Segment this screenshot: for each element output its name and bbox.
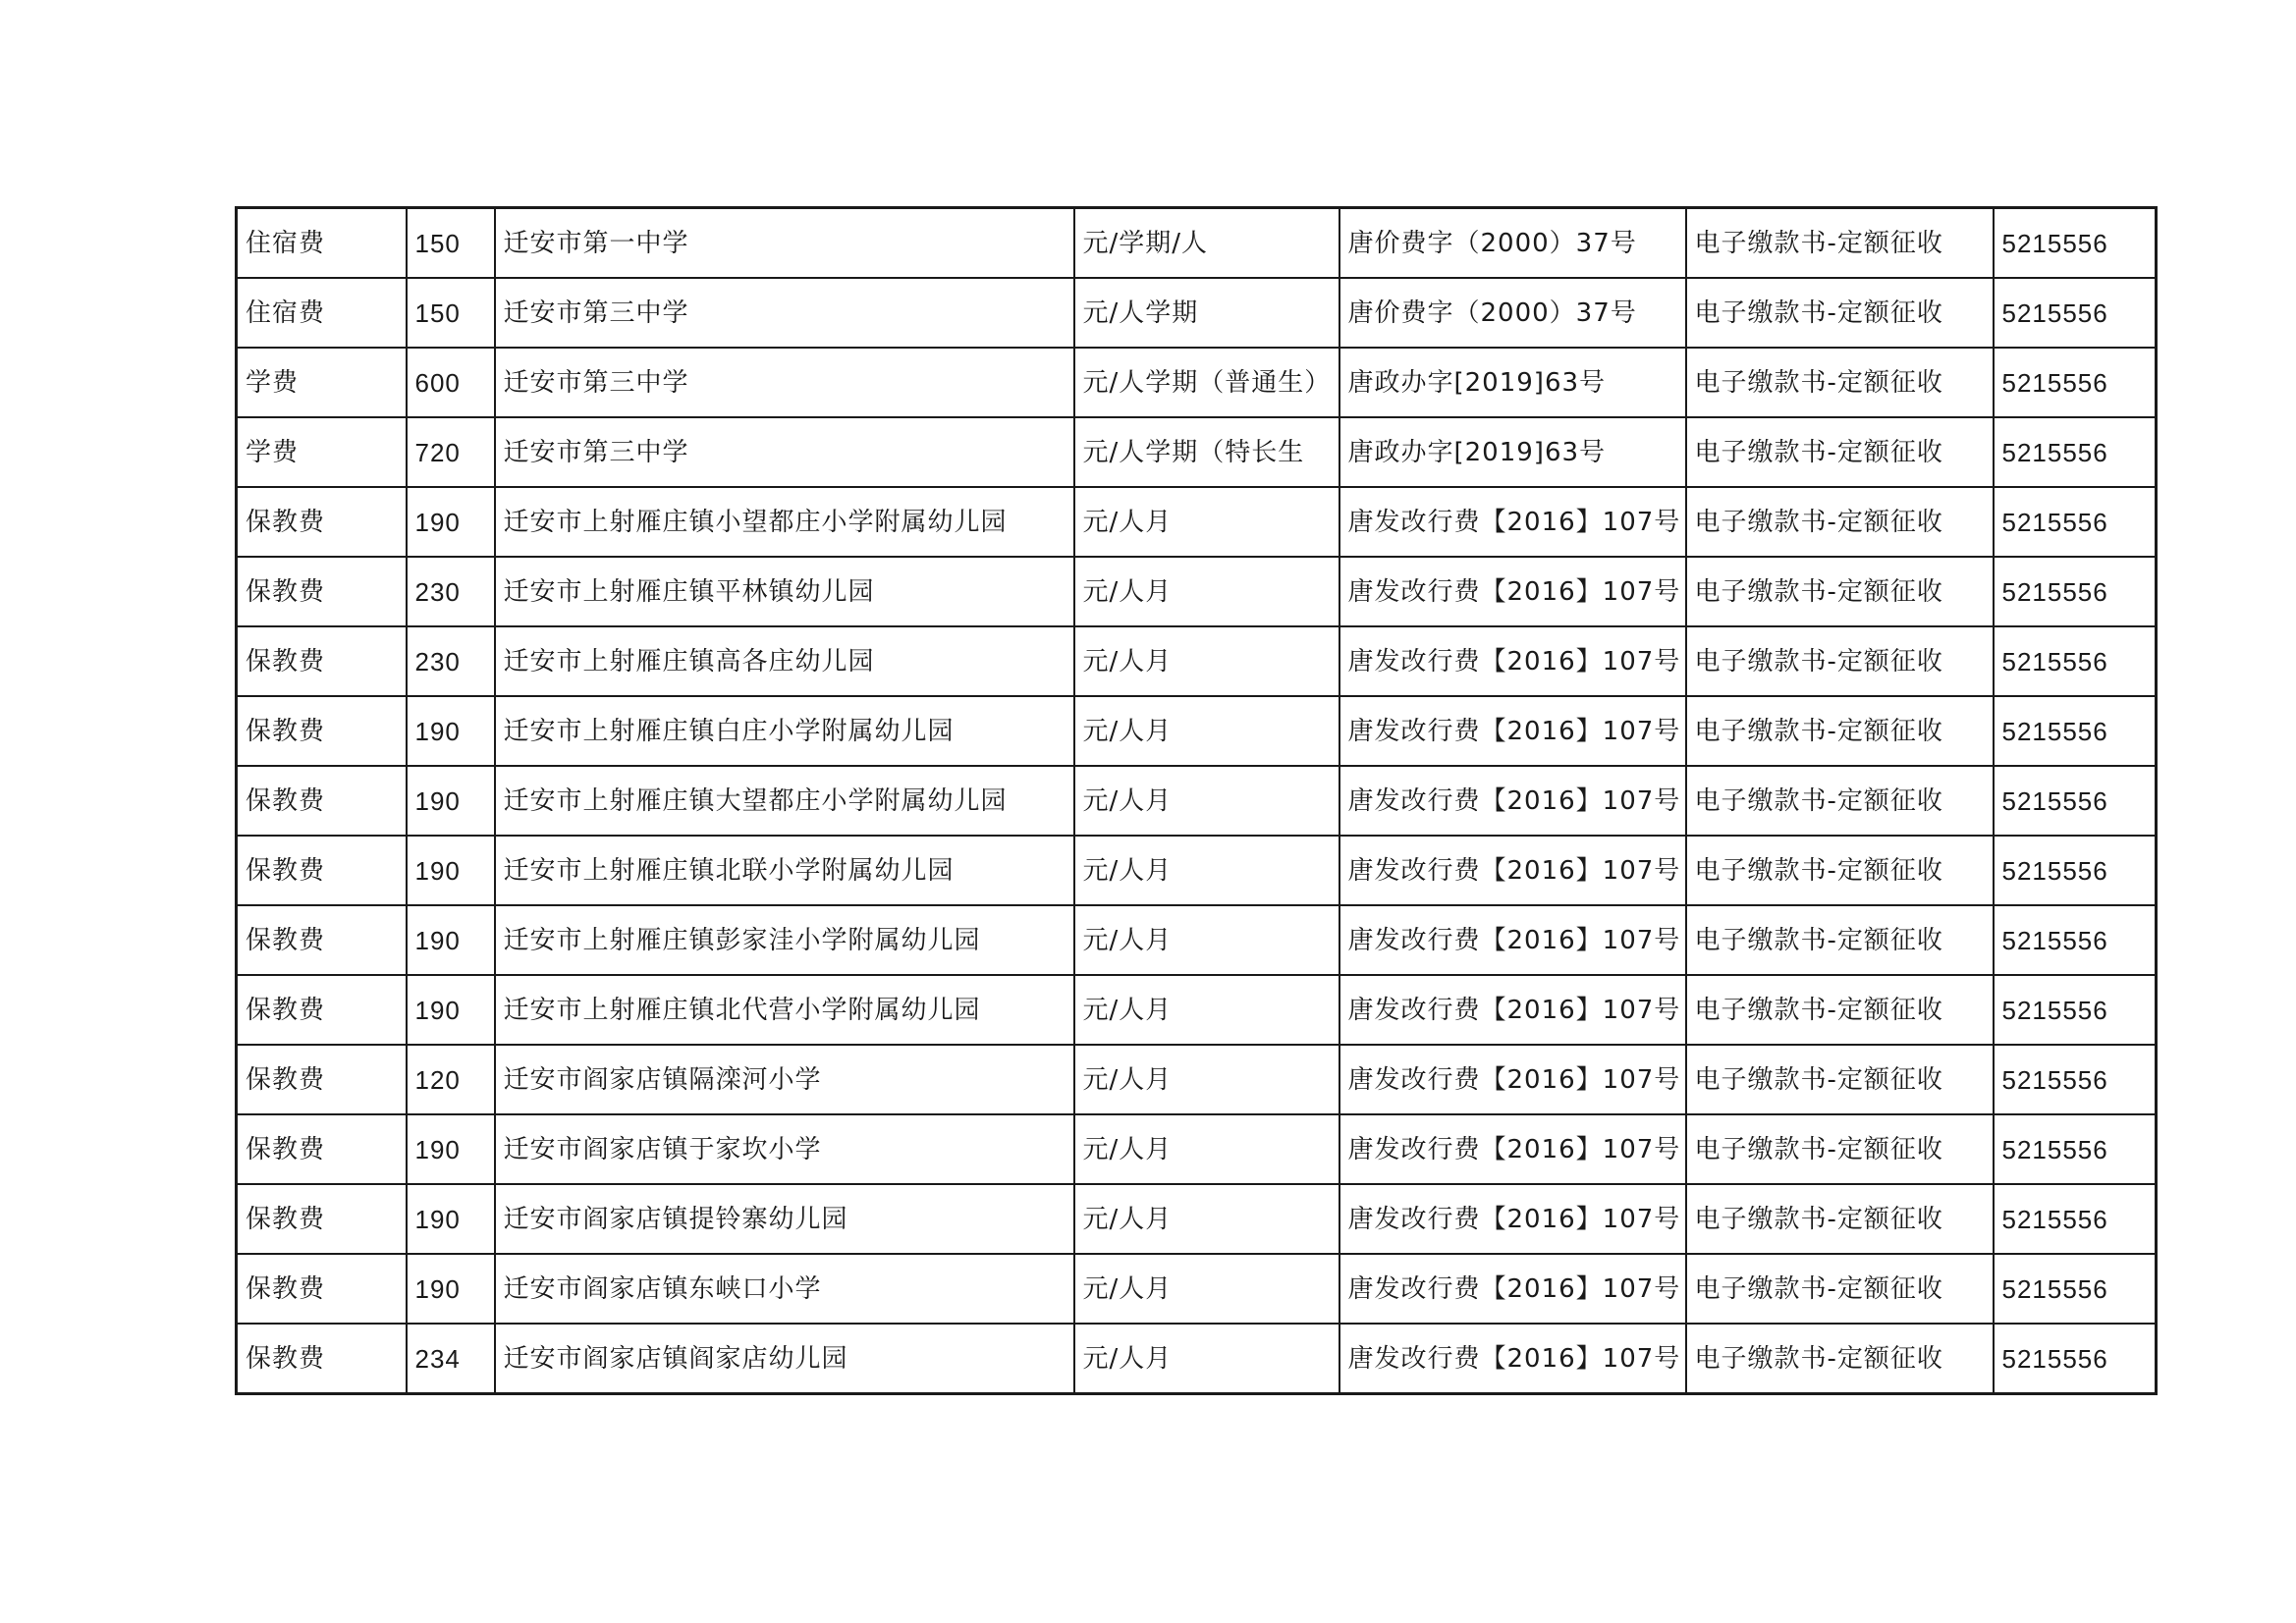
unit-cell: 元/人月	[1074, 557, 1339, 626]
collection-method-cell: 电子缴款书-定额征收	[1686, 1045, 1994, 1114]
table-row	[237, 905, 2157, 975]
fee-item-cell: 保教费	[237, 626, 407, 696]
fee-item-cell: 保教费	[237, 487, 407, 557]
institution-cell: 迁安市阎家店镇东峡口小学	[495, 1254, 1074, 1324]
table-row	[237, 1324, 2157, 1394]
institution-cell: 迁安市第三中学	[495, 278, 1074, 348]
code-cell: 5215556	[1994, 905, 2157, 975]
table-row	[237, 1184, 2157, 1254]
basis-cell: 唐价费字（2000）37号	[1339, 208, 1686, 279]
unit-cell: 元/人月	[1074, 1254, 1339, 1324]
table-body	[237, 208, 2157, 1394]
code-cell: 5215556	[1994, 1184, 2157, 1254]
unit-cell: 元/人月	[1074, 1184, 1339, 1254]
amount-cell: 190	[407, 975, 495, 1045]
unit-cell: 元/人月	[1074, 766, 1339, 836]
basis-cell: 唐发改行费【2016】107号	[1339, 1114, 1686, 1184]
institution-cell: 迁安市阎家店镇于家坎小学	[495, 1114, 1074, 1184]
institution-cell: 迁安市阎家店镇阎家店幼儿园	[495, 1324, 1074, 1394]
collection-method-cell: 电子缴款书-定额征收	[1686, 905, 1994, 975]
fee-item-cell: 保教费	[237, 1184, 407, 1254]
table-row	[237, 557, 2157, 626]
fee-item-cell: 保教费	[237, 905, 407, 975]
code-cell: 5215556	[1994, 1254, 2157, 1324]
fee-item-cell: 保教费	[237, 975, 407, 1045]
unit-cell: 元/人月	[1074, 696, 1339, 766]
fee-item-cell: 保教费	[237, 836, 407, 905]
amount-cell: 190	[407, 905, 495, 975]
amount-cell: 720	[407, 417, 495, 487]
basis-cell: 唐发改行费【2016】107号	[1339, 626, 1686, 696]
institution-cell: 迁安市上射雁庄镇北代营小学附属幼儿园	[495, 975, 1074, 1045]
basis-cell: 唐发改行费【2016】107号	[1339, 1324, 1686, 1394]
table-row	[237, 836, 2157, 905]
code-cell: 5215556	[1994, 278, 2157, 348]
fee-item-cell: 学费	[237, 417, 407, 487]
basis-cell: 唐政办字[2019]63号	[1339, 417, 1686, 487]
fee-item-cell: 住宿费	[237, 278, 407, 348]
collection-method-cell: 电子缴款书-定额征收	[1686, 836, 1994, 905]
table-row	[237, 626, 2157, 696]
fee-item-cell: 保教费	[237, 1254, 407, 1324]
basis-cell: 唐发改行费【2016】107号	[1339, 766, 1686, 836]
fee-item-cell: 保教费	[237, 1324, 407, 1394]
unit-cell: 元/人月	[1074, 836, 1339, 905]
basis-cell: 唐发改行费【2016】107号	[1339, 487, 1686, 557]
fee-item-cell: 保教费	[237, 766, 407, 836]
table-row	[237, 487, 2157, 557]
amount-cell: 230	[407, 557, 495, 626]
amount-cell: 190	[407, 766, 495, 836]
amount-cell: 190	[407, 487, 495, 557]
collection-method-cell: 电子缴款书-定额征收	[1686, 1184, 1994, 1254]
amount-cell: 150	[407, 278, 495, 348]
fee-item-cell: 保教费	[237, 1114, 407, 1184]
basis-cell: 唐政办字[2019]63号	[1339, 348, 1686, 417]
institution-cell: 迁安市上射雁庄镇北联小学附属幼儿园	[495, 836, 1074, 905]
code-cell: 5215556	[1994, 487, 2157, 557]
unit-cell: 元/人月	[1074, 905, 1339, 975]
amount-cell: 190	[407, 1254, 495, 1324]
fee-table	[235, 206, 2158, 1395]
table-row	[237, 1045, 2157, 1114]
code-cell: 5215556	[1994, 975, 2157, 1045]
amount-cell: 234	[407, 1324, 495, 1394]
table-row	[237, 348, 2157, 417]
institution-cell: 迁安市第三中学	[495, 417, 1074, 487]
amount-cell: 600	[407, 348, 495, 417]
unit-cell: 元/人学期（普通生）	[1074, 348, 1339, 417]
table-row	[237, 975, 2157, 1045]
code-cell: 5215556	[1994, 348, 2157, 417]
fee-item-cell: 住宿费	[237, 208, 407, 279]
unit-cell: 元/人月	[1074, 975, 1339, 1045]
basis-cell: 唐发改行费【2016】107号	[1339, 836, 1686, 905]
institution-cell: 迁安市上射雁庄镇彭家洼小学附属幼儿园	[495, 905, 1074, 975]
institution-cell: 迁安市上射雁庄镇高各庄幼儿园	[495, 626, 1074, 696]
basis-cell: 唐发改行费【2016】107号	[1339, 557, 1686, 626]
institution-cell: 迁安市第一中学	[495, 208, 1074, 279]
code-cell: 5215556	[1994, 836, 2157, 905]
collection-method-cell: 电子缴款书-定额征收	[1686, 626, 1994, 696]
basis-cell: 唐发改行费【2016】107号	[1339, 1254, 1686, 1324]
basis-cell: 唐发改行费【2016】107号	[1339, 1045, 1686, 1114]
collection-method-cell: 电子缴款书-定额征收	[1686, 1114, 1994, 1184]
table-row	[237, 766, 2157, 836]
collection-method-cell: 电子缴款书-定额征收	[1686, 975, 1994, 1045]
collection-method-cell: 电子缴款书-定额征收	[1686, 1324, 1994, 1394]
table-row	[237, 417, 2157, 487]
unit-cell: 元/人月	[1074, 487, 1339, 557]
code-cell: 5215556	[1994, 208, 2157, 279]
unit-cell: 元/人学期（特长生	[1074, 417, 1339, 487]
amount-cell: 190	[407, 1114, 495, 1184]
institution-cell: 迁安市上射雁庄镇白庄小学附属幼儿园	[495, 696, 1074, 766]
unit-cell: 元/人学期	[1074, 278, 1339, 348]
collection-method-cell: 电子缴款书-定额征收	[1686, 417, 1994, 487]
collection-method-cell: 电子缴款书-定额征收	[1686, 487, 1994, 557]
unit-cell: 元/人月	[1074, 1324, 1339, 1394]
basis-cell: 唐发改行费【2016】107号	[1339, 905, 1686, 975]
institution-cell: 迁安市阎家店镇隔滦河小学	[495, 1045, 1074, 1114]
amount-cell: 190	[407, 696, 495, 766]
collection-method-cell: 电子缴款书-定额征收	[1686, 557, 1994, 626]
basis-cell: 唐价费字（2000）37号	[1339, 278, 1686, 348]
code-cell: 5215556	[1994, 626, 2157, 696]
code-cell: 5215556	[1994, 557, 2157, 626]
code-cell: 5215556	[1994, 417, 2157, 487]
amount-cell: 190	[407, 836, 495, 905]
unit-cell: 元/人月	[1074, 1045, 1339, 1114]
collection-method-cell: 电子缴款书-定额征收	[1686, 766, 1994, 836]
basis-cell: 唐发改行费【2016】107号	[1339, 975, 1686, 1045]
code-cell: 5215556	[1994, 1045, 2157, 1114]
fee-item-cell: 学费	[237, 348, 407, 417]
code-cell: 5215556	[1994, 696, 2157, 766]
amount-cell: 120	[407, 1045, 495, 1114]
institution-cell: 迁安市阎家店镇提铃寨幼儿园	[495, 1184, 1074, 1254]
code-cell: 5215556	[1994, 1114, 2157, 1184]
basis-cell: 唐发改行费【2016】107号	[1339, 696, 1686, 766]
institution-cell: 迁安市上射雁庄镇大望都庄小学附属幼儿园	[495, 766, 1074, 836]
table-row	[237, 1254, 2157, 1324]
fee-item-cell: 保教费	[237, 696, 407, 766]
unit-cell: 元/人月	[1074, 626, 1339, 696]
institution-cell: 迁安市上射雁庄镇平林镇幼儿园	[495, 557, 1074, 626]
table-row	[237, 696, 2157, 766]
fee-item-cell: 保教费	[237, 1045, 407, 1114]
amount-cell: 150	[407, 208, 495, 279]
code-cell: 5215556	[1994, 766, 2157, 836]
collection-method-cell: 电子缴款书-定额征收	[1686, 208, 1994, 279]
fee-item-cell: 保教费	[237, 557, 407, 626]
collection-method-cell: 电子缴款书-定额征收	[1686, 696, 1994, 766]
basis-cell: 唐发改行费【2016】107号	[1339, 1184, 1686, 1254]
collection-method-cell: 电子缴款书-定额征收	[1686, 348, 1994, 417]
unit-cell: 元/学期/人	[1074, 208, 1339, 279]
institution-cell: 迁安市第三中学	[495, 348, 1074, 417]
collection-method-cell: 电子缴款书-定额征收	[1686, 278, 1994, 348]
table-row	[237, 208, 2157, 279]
table-row	[237, 1114, 2157, 1184]
collection-method-cell: 电子缴款书-定额征收	[1686, 1254, 1994, 1324]
amount-cell: 190	[407, 1184, 495, 1254]
amount-cell: 230	[407, 626, 495, 696]
table-row	[237, 278, 2157, 348]
code-cell: 5215556	[1994, 1324, 2157, 1394]
unit-cell: 元/人月	[1074, 1114, 1339, 1184]
institution-cell: 迁安市上射雁庄镇小望都庄小学附属幼儿园	[495, 487, 1074, 557]
